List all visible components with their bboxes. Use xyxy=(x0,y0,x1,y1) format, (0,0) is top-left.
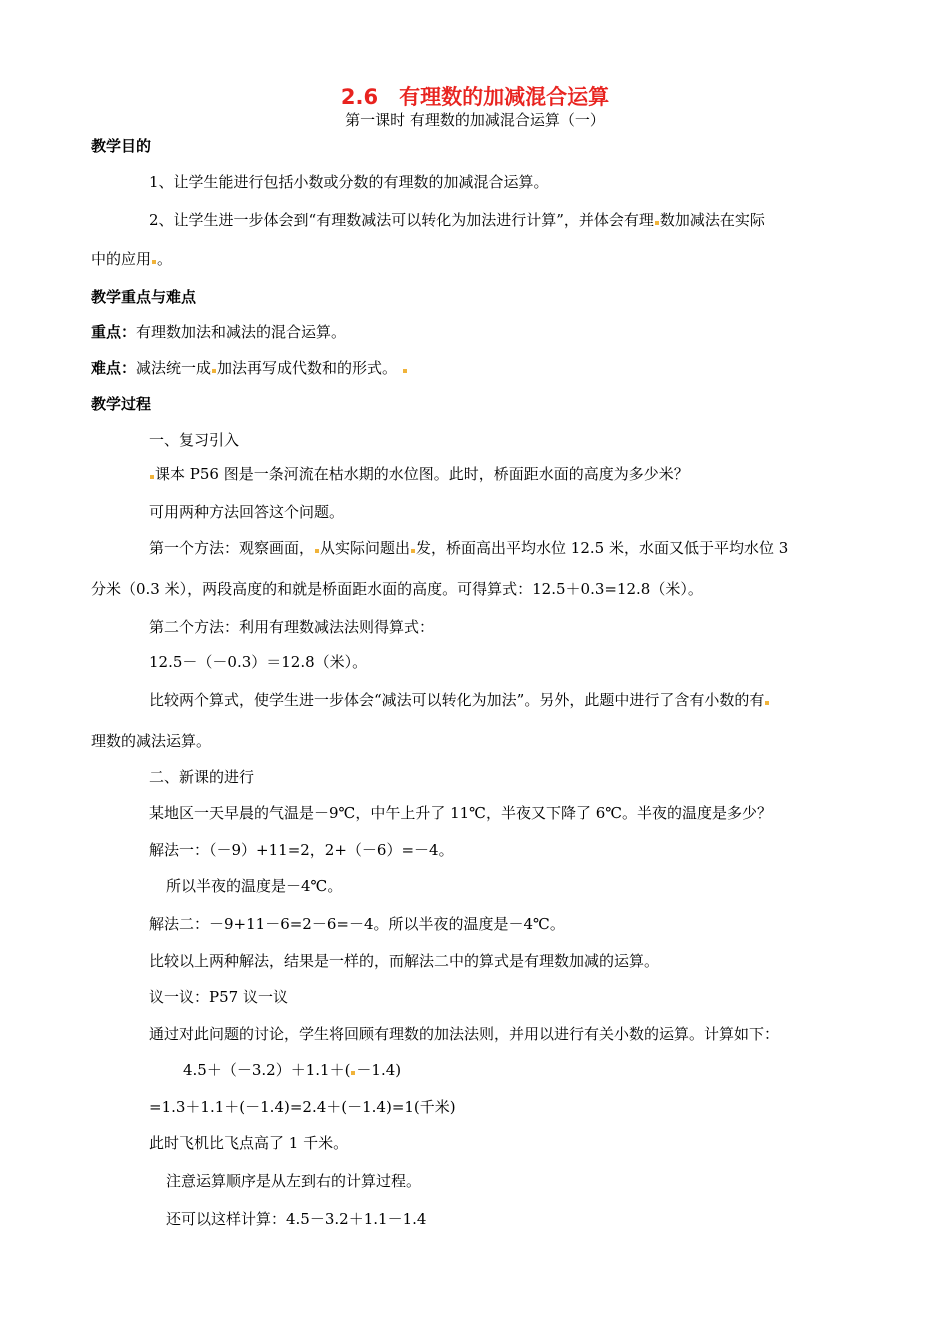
calculation-line-2: =1.3＋1.1＋(－1.4)=2.4＋(－1.4)=1(千米) xyxy=(149,1098,456,1116)
note: 注意运算顺序是从左到右的计算过程。 xyxy=(166,1172,422,1190)
page-subtitle: 第一课时 有理数的加减混合运算（一） xyxy=(345,111,605,129)
decor-mark xyxy=(403,369,407,373)
solution-1-result: 所以半夜的温度是－4℃。 xyxy=(166,877,343,895)
part-1-heading: 一、复习引入 xyxy=(149,431,240,449)
key-heading: 教学重点与难点 xyxy=(91,288,197,306)
paragraph: 理数的减法运算。 xyxy=(91,732,212,750)
paragraph: 可用两种方法回答这个问题。 xyxy=(149,503,345,521)
paragraph: 分米（0.3 米），两段高度的和就是桥面距水面的高度。可得算式：12.5＋0.3=12.8（米）。 xyxy=(91,580,703,598)
decor-mark xyxy=(152,260,156,264)
goals-heading: 教学目的 xyxy=(91,137,152,155)
question: 某地区一天早晨的气温是－9℃，中午上升了 11℃，半夜又下降了 6℃。半夜的温度是多少？ xyxy=(149,804,773,822)
goal-2-line2: 中的应用 。 xyxy=(91,250,173,268)
paragraph: 通过对此问题的讨论，学生将回顾有理数的加法法则，并用以进行有关小数的运算。计算如下： xyxy=(149,1025,780,1043)
key-point: 重点：有理数加法和减法的混合运算。 xyxy=(91,323,347,341)
equation: 12.5－（－0.3）＝12.8（米）。 xyxy=(149,653,368,671)
paragraph: 比较以上两种解法，结果是一样的，而解法二中的算式是有理数加减的运算。 xyxy=(149,952,660,970)
discussion-heading: 议一议：P57 议一议 xyxy=(149,988,288,1006)
part-2-heading: 二、新课的进行 xyxy=(149,768,255,786)
process-heading: 教学过程 xyxy=(91,395,152,413)
goal-1: 1、让学生能进行包括小数或分数的有理数的加减混合运算。 xyxy=(149,173,549,191)
paragraph: 第二个方法：利用有理数减法法则得算式： xyxy=(149,618,435,636)
calculation-line-1: 4.5＋（－3.2）＋1.1＋( －1.4) xyxy=(183,1061,402,1079)
decor-mark xyxy=(411,549,415,553)
paragraph: 第一个方法：观察画面， 从实际问题出 发，桥面高出平均水位 12.5 米，水面又低于平均水位 3 xyxy=(149,539,789,557)
alternative-calculation: 还可以这样计算：4.5－3.2＋1.1－1.4 xyxy=(166,1210,427,1228)
goal-2-line1: 2、让学生进一步体会到“有理数减法可以转化为加法进行计算”，并体会有理 数加减法在实际 xyxy=(149,211,765,229)
decor-mark xyxy=(212,369,216,373)
decor-mark xyxy=(351,1071,355,1075)
paragraph: 课本 P56 图是一条河流在枯水期的水位图。此时，桥面距水面的高度为多少米？ xyxy=(149,464,689,484)
decor-mark xyxy=(315,549,319,553)
decor-mark xyxy=(765,701,769,705)
page-title: 2.6 有理数的加减混合运算 xyxy=(340,85,610,109)
solution-2: 解法二：－9+11－6=2－6=－4。所以半夜的温度是－4℃。 xyxy=(149,915,565,933)
paragraph: 比较两个算式，使学生进一步体会“减法可以转化为加法”。另外，此题中进行了含有小数的有 xyxy=(149,690,770,710)
difficult-point: 难点：减法统一成 加法再写成代数和的形式。 xyxy=(91,358,408,378)
decor-mark xyxy=(150,475,154,479)
paragraph: 此时飞机比飞点高了 1 千米。 xyxy=(149,1134,349,1152)
solution-1: 解法一：（－9）+11=2，2+（－6）=－4。 xyxy=(149,841,454,859)
decor-mark xyxy=(655,221,659,225)
